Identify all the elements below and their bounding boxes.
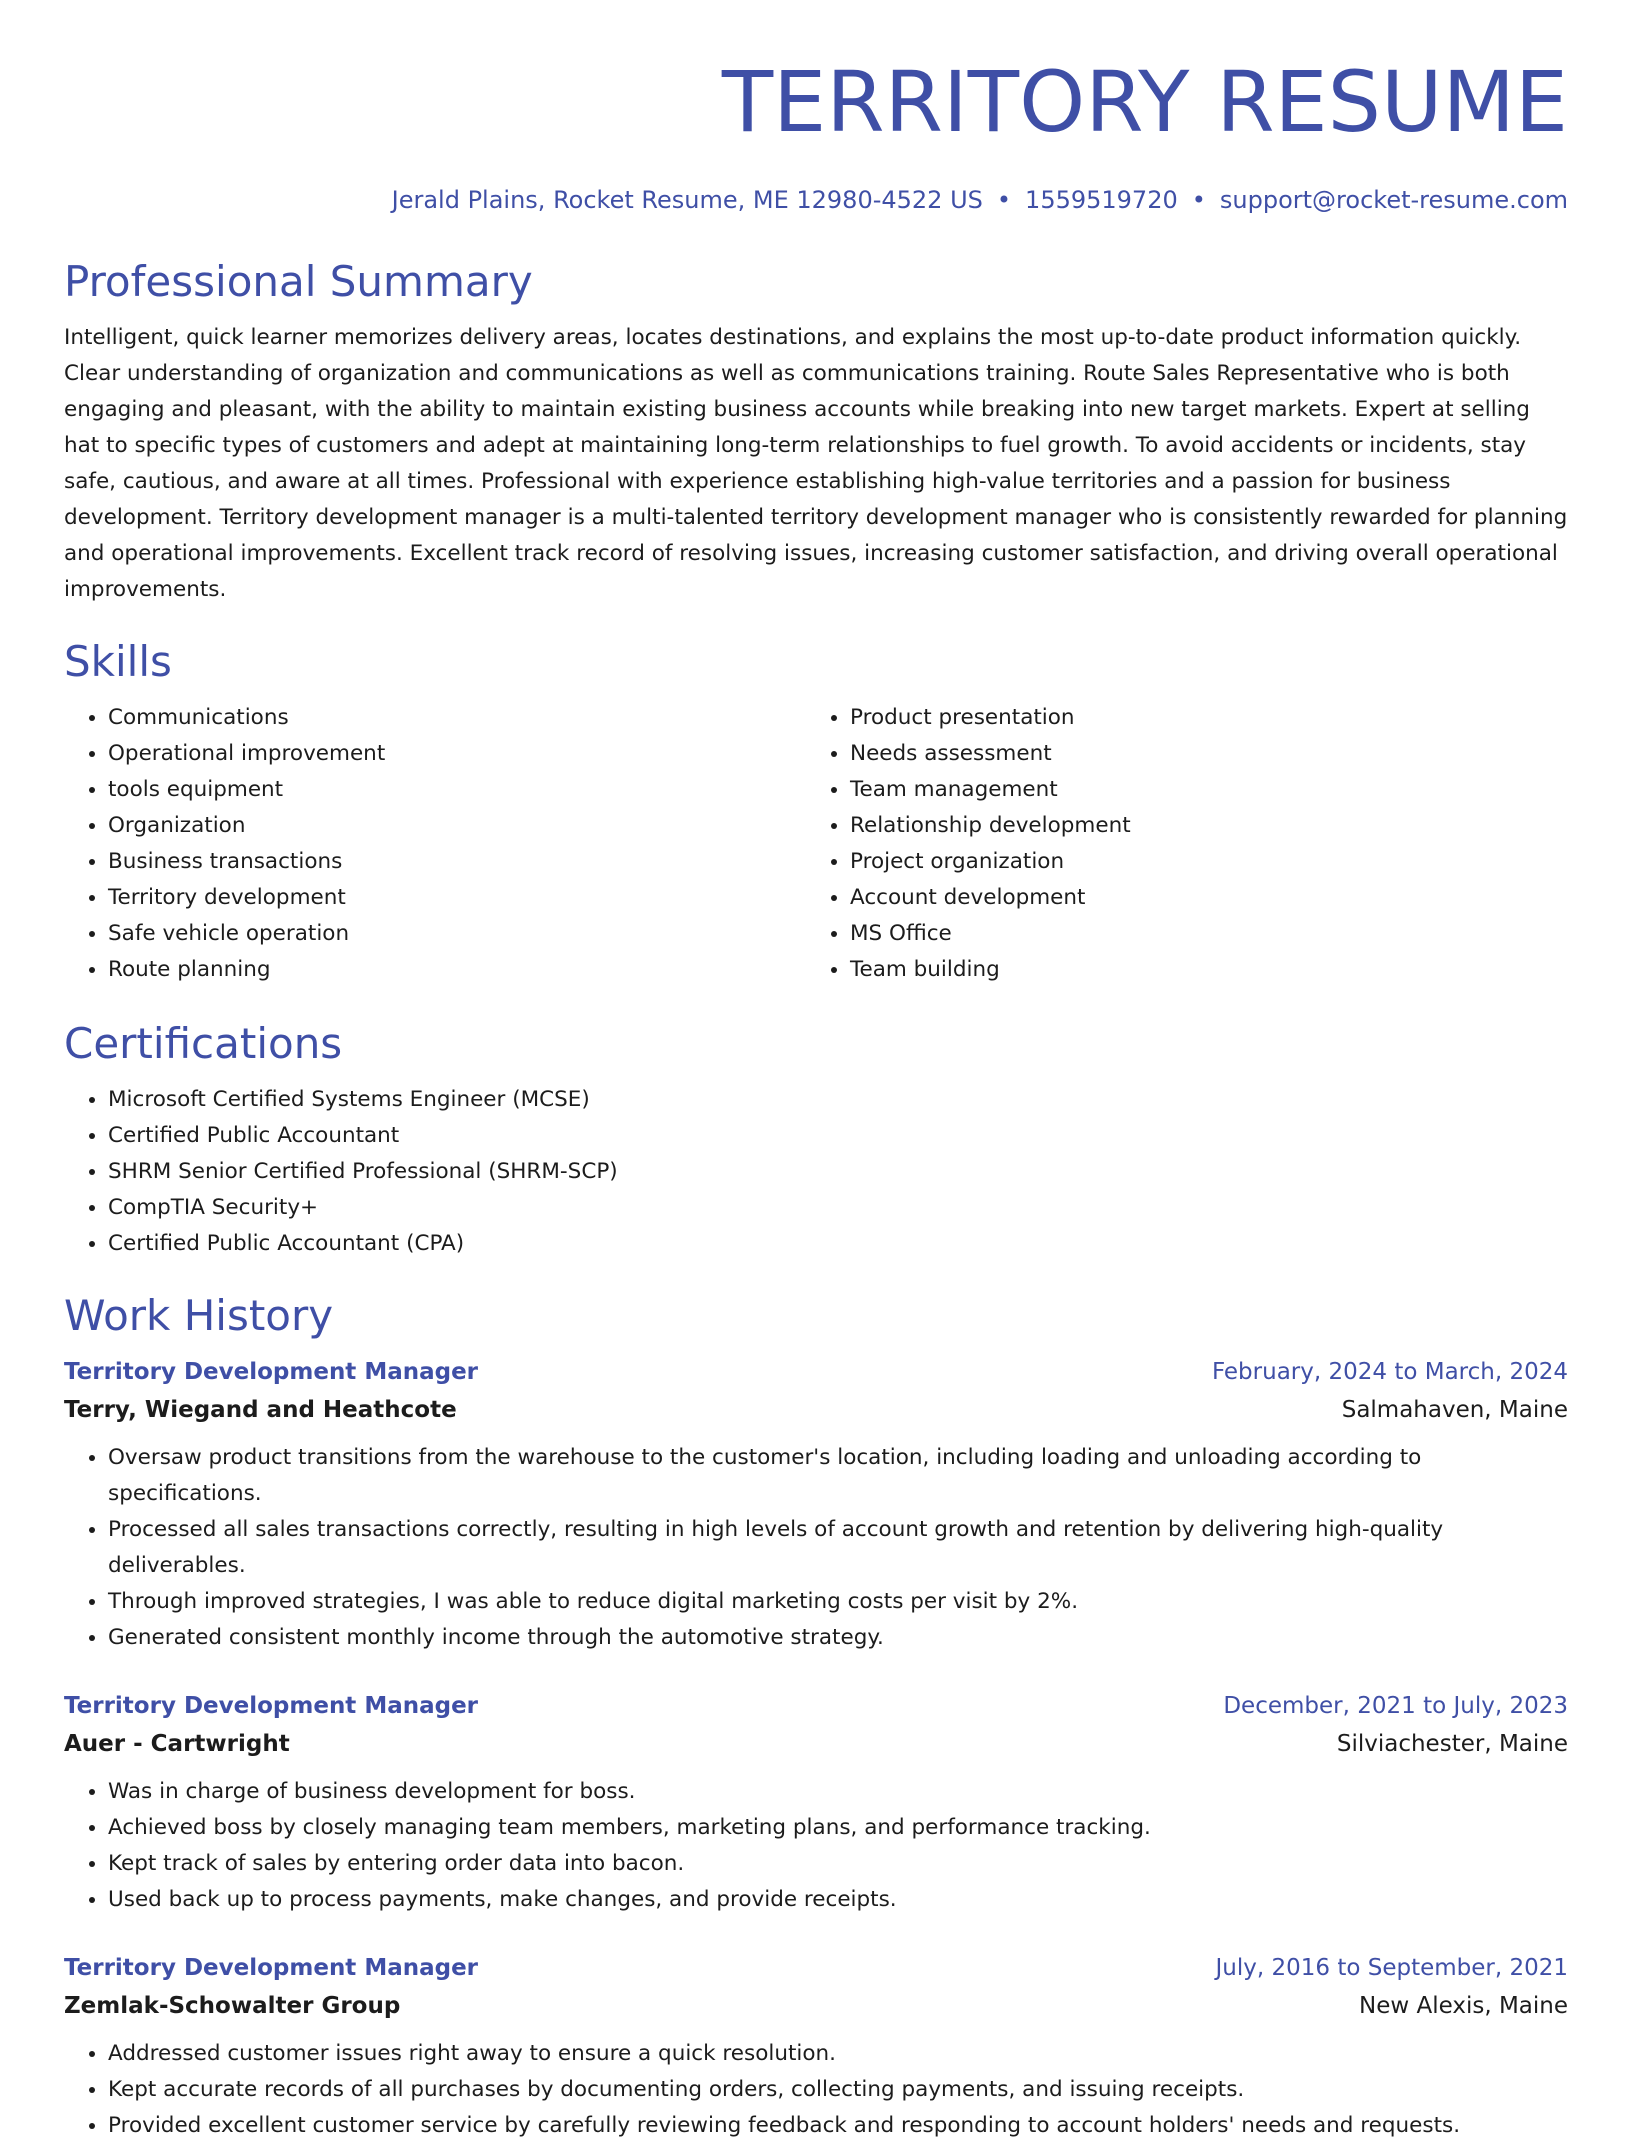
certification-item: • CompTIA Security+ — [108, 1190, 1568, 1226]
skill-item: • Route planning — [108, 952, 806, 988]
job-bullet: • Oversaw product transitions from the warehouse to the customer's location, including loading and unloading according to specifications. — [108, 1440, 1568, 1512]
contact-separator: • — [996, 186, 1012, 214]
job-title: Territory Development Manager — [64, 1955, 479, 1981]
skills-list — [64, 700, 1568, 988]
job-entry — [64, 1950, 1568, 2144]
skills-column-right — [806, 700, 1548, 988]
skill-item: • Relationship development — [850, 808, 1548, 844]
skills-column-left — [64, 700, 806, 988]
job-bullet: • Was in charge of business development for boss. — [108, 1774, 1568, 1810]
summary-heading: Professional Summary — [64, 257, 533, 306]
job-location: Salmahaven, Maine — [1341, 1397, 1568, 1423]
contact-line — [64, 184, 1568, 216]
job-dates: December, 2021 to July, 2023 — [1223, 1693, 1568, 1719]
job-dates: July, 2016 to September, 2021 — [1215, 1955, 1568, 1981]
skill-item: • Product presentation — [850, 700, 1548, 736]
skill-item: • Business transactions — [108, 844, 806, 880]
contact-phone: 1559519720 — [1025, 186, 1178, 214]
job-dates: February, 2024 to March, 2024 — [1211, 1359, 1568, 1385]
certification-item: • SHRM Senior Certified Professional (SHRM-SCP) — [108, 1154, 1568, 1190]
skill-item: • Operational improvement — [108, 736, 806, 772]
job-bullet: • Generated consistent monthly income through the automotive strategy. — [108, 1620, 1568, 1656]
job-bullet: • Addressed customer issues right away to ensure a quick resolution. — [108, 2036, 1568, 2072]
skill-item: • Communications — [108, 700, 806, 736]
job-bullet: • Kept track of sales by entering order data into bacon. — [108, 1846, 1568, 1882]
certification-item: • Microsoft Certified Systems Engineer (MCSE) — [108, 1082, 1568, 1118]
skill-item: • Account development — [850, 880, 1548, 916]
skill-item: • Organization — [108, 808, 806, 844]
job-bullet: • Provided excellent customer service by carefully reviewing feedback and responding to account holders' needs and requests. — [108, 2108, 1568, 2144]
job-bullet: • Through improved strategies, I was able to reduce digital marketing costs per visit by 2%. — [108, 1584, 1568, 1620]
skill-item: • Team building — [850, 952, 1548, 988]
resume-name: TERRITORY RESUME — [721, 53, 1568, 151]
certification-item: • Certified Public Accountant (CPA) — [108, 1226, 1568, 1262]
job-bullet: • Kept accurate records of all purchases by documenting orders, collecting payments, and issuing receipts. — [108, 2072, 1568, 2108]
certifications-heading: Certifications — [64, 1019, 343, 1068]
job-bullet: • Used back up to process payments, make changes, and provide receipts. — [108, 1882, 1568, 1918]
skill-item: • MS Office — [850, 916, 1548, 952]
job-location: Silviachester, Maine — [1336, 1731, 1568, 1757]
job-company: Auer - Cartwright — [64, 1731, 290, 1757]
contact-address: Jerald Plains, Rocket Resume, ME 12980-4522 US — [391, 186, 983, 214]
job-entry — [64, 1354, 1568, 1656]
skill-item: • Territory development — [108, 880, 806, 916]
skill-item: • tools equipment — [108, 772, 806, 808]
job-company: Terry, Wiegand and Heathcote — [64, 1397, 457, 1423]
job-bullet: • Achieved boss by closely managing team members, marketing plans, and performance tracking. — [108, 1810, 1568, 1846]
certification-item: • Certified Public Accountant — [108, 1118, 1568, 1154]
skill-item: • Team management — [850, 772, 1548, 808]
skills-heading: Skills — [64, 637, 172, 686]
skill-item: • Project organization — [850, 844, 1548, 880]
contact-separator: • — [1191, 186, 1206, 214]
job-company: Zemlak-Schowalter Group — [64, 1993, 401, 2019]
skill-item: • Safe vehicle operation — [108, 916, 806, 952]
certifications-list — [64, 1082, 1568, 1262]
job-title: Territory Development Manager — [64, 1693, 479, 1719]
contact-email: support@rocket-resume.com — [1219, 186, 1568, 214]
job-entry — [64, 1688, 1568, 1918]
skill-item: • Needs assessment — [850, 736, 1548, 772]
job-bullet: • Processed all sales transactions correctly, resulting in high levels of account growth and retention by delivering high-quality deliverables. — [108, 1512, 1568, 1584]
work-history-heading: Work History — [64, 1291, 334, 1340]
resume-header — [64, 0, 1568, 216]
job-title: Territory Development Manager — [64, 1359, 479, 1385]
job-location: New Alexis, Maine — [1358, 1993, 1568, 2019]
summary-text: Intelligent, quick learner memorizes delivery areas, locates destinations, and explains the most up-to-date product information quickly. Clear understanding of organization and communications as well as communications training. Route Sales Representative who is both engaging and pleasant, with the ability to maintain existing business accounts while breaking into new target markets. Expert at selling hat to specific types of customers and adept at maintaining long-term relationships to fuel growth. To avoid accidents or incidents, stay safe, cautious, and aware at all times. Professional with experience establishing high-value territories and a passion for business development. Territory development manager is a multi-talented territory development manager who is consistently rewarded for planning and operational improvements. Excellent track record of resolving issues, increasing customer satisfaction, and driving overall operational improvements. — [64, 325, 1568, 602]
